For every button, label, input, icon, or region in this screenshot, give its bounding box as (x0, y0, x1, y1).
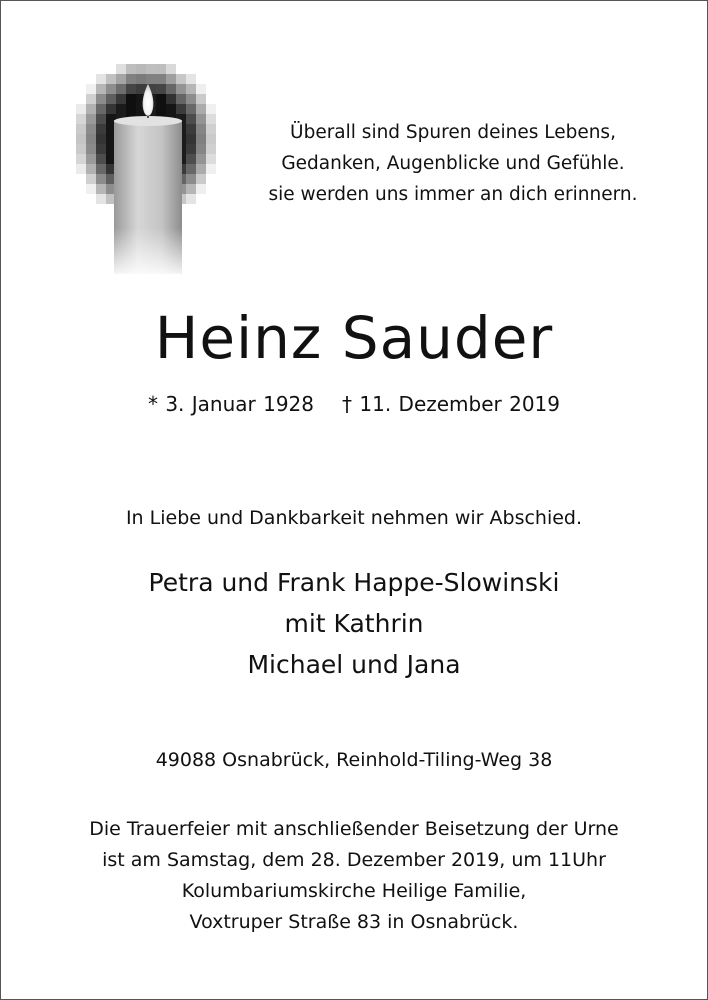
halo-pixel (86, 184, 96, 194)
halo-pixel (126, 94, 136, 104)
halo-pixel (76, 154, 86, 164)
death-date: † 11. Dezember 2019 (342, 392, 561, 416)
halo-pixel (166, 84, 176, 94)
halo-pixel (206, 164, 216, 174)
funeral-service (0, 814, 708, 938)
halo-pixel (86, 114, 96, 124)
halo-pixel (186, 164, 196, 174)
halo-pixel (186, 74, 196, 84)
halo-pixel (96, 84, 106, 94)
halo-pixel (96, 124, 106, 134)
halo-pixel (186, 124, 196, 134)
halo-pixel (106, 74, 116, 84)
halo-pixel (196, 114, 206, 124)
halo-pixel (206, 104, 216, 114)
service-line: Kolumbariumskirche Heilige Familie, (181, 880, 527, 902)
halo-pixel (126, 84, 136, 94)
halo-pixel (166, 94, 176, 104)
birth-date: * 3. Januar 1928 (147, 392, 315, 416)
halo-pixel (196, 154, 206, 164)
halo-pixel (206, 144, 216, 154)
halo-pixel (186, 174, 196, 184)
halo-pixel (96, 194, 106, 204)
halo-pixel (106, 104, 116, 114)
halo-pixel (76, 114, 86, 124)
halo-pixel (96, 94, 106, 104)
halo-pixel (86, 154, 96, 164)
service-line: ist am Samstag, dem 28. Dezember 2019, um 11Uhr (102, 849, 606, 871)
halo-pixel (176, 104, 186, 114)
halo-pixel (186, 104, 196, 114)
halo-pixel (76, 164, 86, 174)
halo-pixel (186, 194, 196, 204)
halo-pixel (196, 144, 206, 154)
halo-pixel (196, 84, 206, 94)
halo-pixel (86, 94, 96, 104)
halo-pixel (196, 184, 206, 194)
candle-icon (66, 54, 216, 274)
mourners (0, 562, 708, 685)
halo-pixel (116, 104, 126, 114)
verse-line: Gedanken, Augenblicke und Gefühle. (281, 153, 625, 174)
halo-pixel (196, 124, 206, 134)
halo-pixel (176, 74, 186, 84)
halo-pixel (96, 154, 106, 164)
halo-pixel (96, 184, 106, 194)
halo-pixel (156, 94, 166, 104)
verse-line: Überall sind Spuren deines Lebens, (290, 122, 616, 143)
halo-pixel (126, 64, 136, 74)
halo-pixel (76, 104, 86, 114)
verse (240, 117, 666, 210)
halo-pixel (186, 134, 196, 144)
halo-pixel (106, 94, 116, 104)
halo-pixel (126, 104, 136, 114)
halo-pixel (116, 94, 126, 104)
halo-pixel (206, 124, 216, 134)
halo-pixel (96, 104, 106, 114)
mourner-line: Petra und Frank Happe-Slowinski (148, 568, 560, 597)
halo-pixel (86, 164, 96, 174)
halo-pixel (156, 74, 166, 84)
halo-pixel (186, 144, 196, 154)
halo-pixel (116, 64, 126, 74)
halo-pixel (176, 84, 186, 94)
halo-pixel (146, 64, 156, 74)
mourner-line: mit Kathrin (284, 609, 424, 638)
halo-pixel (136, 64, 146, 74)
mourner-address: 49088 Osnabrück, Reinhold-Tiling-Weg 38 (155, 749, 553, 771)
halo-pixel (86, 174, 96, 184)
halo-pixel (156, 104, 166, 114)
halo-pixel (166, 74, 176, 84)
halo-pixel (206, 114, 216, 124)
halo-pixel (146, 74, 156, 84)
halo-pixel (166, 64, 176, 74)
verse-line: sie werden uns immer an dich erinnern. (268, 184, 638, 205)
halo-pixel (166, 104, 176, 114)
halo-pixel (76, 124, 86, 134)
halo-pixel (116, 84, 126, 94)
halo-pixel (86, 144, 96, 154)
service-line: Voxtruper Straße 83 in Osnabrück. (189, 911, 519, 933)
halo-pixel (206, 154, 216, 164)
halo-pixel (96, 164, 106, 174)
halo-pixel (156, 64, 166, 74)
halo-pixel (196, 164, 206, 174)
halo-pixel (196, 104, 206, 114)
halo-pixel (96, 74, 106, 84)
halo-pixel (126, 74, 136, 84)
halo-pixel (86, 104, 96, 114)
halo-pixel (116, 74, 126, 84)
halo-pixel (76, 144, 86, 154)
halo-pixel (156, 84, 166, 94)
service-line: Die Trauerfeier mit anschließender Beisetzung der Urne (89, 818, 619, 840)
mourner-line: Michael und Jana (247, 650, 461, 679)
halo-pixel (186, 184, 196, 194)
halo-pixel (86, 124, 96, 134)
halo-pixel (136, 84, 146, 94)
halo-pixel (196, 94, 206, 104)
deceased-name: Heinz Sauder (154, 304, 554, 372)
halo-pixel (136, 74, 146, 84)
halo-pixel (106, 84, 116, 94)
halo-pixel (96, 114, 106, 124)
halo-pixel (76, 134, 86, 144)
halo-pixel (186, 94, 196, 104)
halo-pixel (196, 134, 206, 144)
halo-pixel (96, 144, 106, 154)
halo-pixel (176, 94, 186, 104)
halo-pixel (186, 154, 196, 164)
halo-pixel (86, 84, 96, 94)
life-dates (0, 388, 708, 420)
halo-pixel (96, 174, 106, 184)
halo-pixel (206, 134, 216, 144)
halo-pixel (96, 134, 106, 144)
farewell-text: In Liebe und Dankbarkeit nehmen wir Abschied. (125, 507, 583, 529)
halo-pixel (186, 114, 196, 124)
halo-pixel (186, 84, 196, 94)
halo-pixel (86, 134, 96, 144)
halo-pixel (196, 174, 206, 184)
